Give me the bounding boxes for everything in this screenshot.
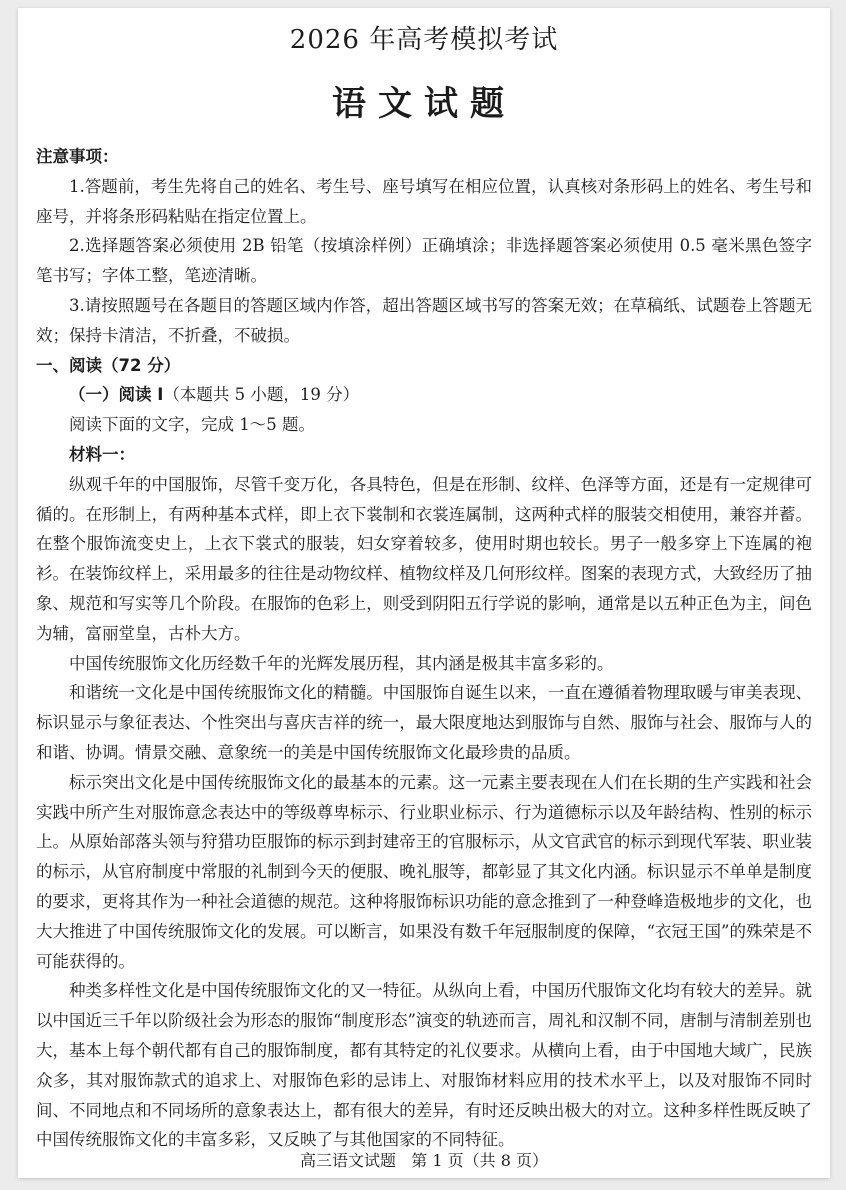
passage-paragraph: 中国传统服饰文化历经数千年的光辉发展历程，其内涵是极其丰富多彩的。 [69, 653, 614, 673]
part-label: （一）阅读 Ⅰ [69, 385, 164, 405]
exam-page [18, 8, 830, 1178]
subject-title: 语文试题 [332, 84, 516, 124]
page-content [36, 142, 812, 1155]
notice-item: 3.请按照题号在各题目的答题区域内作答，超出答题区域书写的答案无效；在草稿纸、试题卷上答题无效；保持卡清洁，不折叠，不破损。 [36, 295, 812, 345]
notice-item: 2.选择题答案必须使用 2B 铅笔（按填涂样例）正确填涂；非选择题答案必须使用 0.5 毫米黑色签字笔书写；字体工整，笔迹清晰。 [36, 236, 812, 286]
page-footer [18, 1150, 830, 1172]
passage-paragraph: 种类多样性文化是中国传统服饰文化的又一特征。从纵向上看，中国历代服饰文化均有较大的差异。就以中国近三千年以阶级社会为形态的服饰“制度形态”演变的轨迹而言，周礼和汉制不同，唐制与清制差别也大，基本上每个朝代都有自己的服饰制度，都有其特定的礼仪要求。从横向上看，由于中国地大域广，民族众多，其对服饰款式的追求上、对服饰色彩的忌讳上、对服饰材料应用的技术水平上，以及对服饰不同时间、不同地点和不同场所的意象表达上，都有很大的差异，有时还反映出极大的对立。这种多样性既反映了中国传统服饰文化的丰富多彩，又反映了与其他国家的不同特征。 [36, 981, 812, 1150]
notice-item: 1.答题前，考生先将自己的姓名、考生号、座号填写在相应位置，认真核对条形码上的姓名、考生号和座号，并将条形码粘贴在指定位置上。 [36, 176, 812, 226]
reading-instruction: 阅读下面的文字，完成 1～5 题。 [69, 415, 315, 435]
passage-paragraph: 纵观千年的中国服饰，尽管千变万化，各具特色，但是在形制、纹样、色泽等方面，还是有一定规律可循的。在形制上，有两种基本式样，即上衣下裳制和衣裳连属制，这两种式样的服装交相使用，兼容并蓄。在整个服饰流变史上，上衣下裳式的服装，妇女穿着较多，使用时期也较长。男子一般多穿上下连属的袍衫。在装饰纹样上，采用最多的往往是动物纹样、植物纹样及几何形纹样。图案的表现方式，大致经历了抽象、规范和写实等几个阶段。在服饰的色彩上，则受到阴阳五行学说的影响，通常是以五种正色为主，间色为辅，富丽堂皇，古朴大方。 [36, 474, 812, 643]
part-header [36, 380, 812, 410]
passage-paragraph: 标示突出文化是中国传统服饰文化的最基本的元素。这一元素主要表现在人们在长期的生产实践和社会实践中所产生对服饰意念表达中的等级尊卑标示、行业职业标示、行为道德标示以及年龄结构、性别的标示上。从原始部落头领与狩猎功臣服饰的标示到封建帝王的官服标示，从文官武官的标示到现代军装、职业装的标示，从官府制度中常服的礼制到今天的便服、晚礼服等，都彰显了其文化内涵。标识显示不单单是制度的要求，更将其作为一种社会道德的规范。这种将服饰标识功能的意念推到了一种登峰造极地步的文化，也大大推进了中国传统服饰文化的发展。可以断言，如果没有数千年冠服制度的保障，“衣冠王国”的殊荣是不可能获得的。 [36, 772, 812, 971]
section-title: 一、阅读（72 分） [36, 355, 181, 375]
footer-subject: 高三语文试题 [300, 1151, 397, 1170]
notice-heading: 注意事项： [36, 147, 119, 166]
passage-paragraph: 和谐统一文化是中国传统服饰文化的精髓。中国服饰自诞生以来，一直在遵循着物理取暖与审美表现、标识显示与象征表达、个性突出与喜庆吉祥的统一，最大限度地达到服饰与自然、服饰与社会、服饰与人的和谐、协调。情景交融、意象统一的美是中国传统服饰文化最珍贵的品质。 [36, 683, 812, 762]
material-label: 材料一： [69, 444, 135, 464]
exam-title: 2026 年高考模拟考试 [289, 25, 559, 55]
footer-page-info: 第 1 页（共 8 页） [411, 1151, 548, 1170]
part-detail: （本题共 5 小题，19 分） [163, 385, 360, 405]
